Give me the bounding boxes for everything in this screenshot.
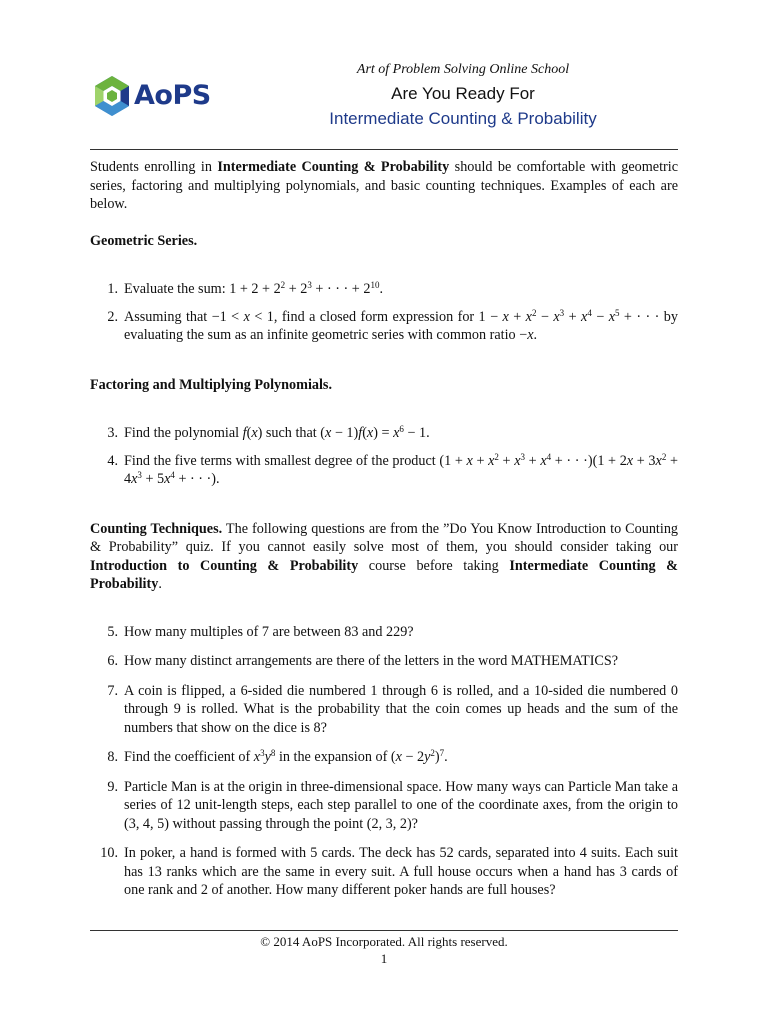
section-heading-polynomials: Factoring and Multiplying Polynomials. bbox=[90, 376, 332, 393]
aops-logo-text: AoPS bbox=[134, 80, 211, 111]
problem-4: 4. Find the five terms with smallest degree of the product ($1 + x + x^2 + x^3 + x^4$ + · · $\cdot)(1 + 2x + 3x^2 + 4x^3 + 5x^4$ + · · ·). bbox=[107, 451, 678, 487]
main-content bbox=[90, 158, 678, 900]
counting-problems bbox=[90, 623, 678, 900]
copyright-notice: © 2014 AoPS Incorporated. All rights reserved. bbox=[260, 934, 508, 949]
footer-divider bbox=[90, 930, 678, 931]
problem-5: 5. How many multiples of 7 are between 83 and 229? bbox=[107, 623, 414, 640]
problem-2: 2. Assuming that −1 < x < 1, find a closed form expression for $1 - x + x^2 - x^3 + x^4 - x^5$ + · · · by evaluating the sum as an infinite geometric series with common ratio −x. bbox=[107, 307, 678, 343]
header-divider bbox=[90, 149, 678, 150]
ready-heading: Are You Ready For bbox=[391, 84, 535, 103]
problem-10: 10. In poker, a hand is formed with 5 cards. The deck has 52 cards, separated into 4 suits. Each suit has 13 ranks which are the same in every suit. A full house occurs when a hand has 3 cards of one rank and 2 of another. How many different poker hands are full houses? bbox=[100, 845, 678, 898]
section-heading-geometric: Geometric Series. bbox=[90, 232, 198, 249]
problem-8: 8. Find the coefficient of $x^3y^8$ in the expansion of $(x - 2y^2)^7$. bbox=[107, 748, 448, 765]
geometric-problems bbox=[90, 280, 678, 345]
aops-logo bbox=[92, 74, 222, 122]
school-name: Art of Problem Solving Online School bbox=[356, 62, 570, 77]
problem-9: 9. Particle Man is at the origin in three-dimensional space. How many ways can Particle Man take a series of 12 unit-length steps, each step parallel to one of the coordinate axes, from the origin to (3, 4, 5) without passing through the point (2, 3, 2)? bbox=[107, 778, 678, 832]
problem-7: 7. A coin is flipped, a 6-sided die numbered 1 through 6 is rolled, and a 10-sided die numbered 0 through 9 is rolled. What is the probability that the coin comes up heads and the sum of the numbers that show on the dice is 8? bbox=[107, 682, 678, 736]
counting-paragraph: Counting Techniques. The following questions are from the ”Do You Know Introduction to Counting & Probability” quiz. If you cannot easily solve most of them, you should consider taking our Introduction to Counting & Probability course before taking Intermediate Counting & Probability. bbox=[90, 520, 679, 592]
problem-1: 1. Evaluate the sum: $1 + 2 + 2^2 + 2^3$ + · · · + $2^{10}$. bbox=[107, 280, 383, 297]
problem-6: 6. How many distinct arrangements are there of the letters in the word MATHEMATICS? bbox=[107, 653, 619, 669]
course-title: Intermediate Counting & Probability bbox=[329, 109, 597, 128]
intro-paragraph: Students enrolling in Intermediate Counting & Probability should be comfortable with geometric series, factoring and multiplying polynomials, and basic counting techniques. Examples of each are below. bbox=[90, 159, 678, 212]
problem-3: 3. Find the polynomial f(x) such that $(x - 1)f(x) = x^6 - 1$. bbox=[107, 424, 430, 441]
polynomial-problems bbox=[90, 424, 678, 489]
aops-logo-icon bbox=[92, 74, 132, 118]
page-number: 1 bbox=[380, 951, 388, 966]
